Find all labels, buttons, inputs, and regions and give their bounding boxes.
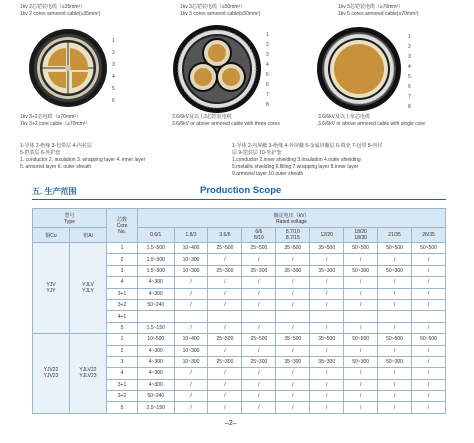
range-cell: 35~500 <box>276 243 310 254</box>
core-cell: 1 <box>107 334 138 345</box>
range-cell: / <box>412 356 446 367</box>
callout-right-3: 3 <box>408 54 411 60</box>
range-cell: / <box>174 299 208 310</box>
range-cell <box>310 311 344 322</box>
range-cell: 25~300 <box>208 356 242 367</box>
range-cell: / <box>412 277 446 288</box>
callout-left-4: 4 <box>112 74 115 80</box>
range-cell: 35~300 <box>310 265 344 276</box>
type-cu-2: YJY <box>46 288 56 295</box>
range-cell <box>174 311 208 322</box>
header-voltage-en: Rated voltage <box>276 218 307 225</box>
callout-right-8: 8 <box>408 104 411 110</box>
range-cell: / <box>174 288 208 299</box>
core-cell: 2 <box>107 345 138 356</box>
range-cell: / <box>412 402 446 413</box>
callout-right-5: 5 <box>408 74 411 80</box>
range-cell: / <box>310 379 344 390</box>
range-cell: 4~300 <box>138 277 175 288</box>
cable-mid-caption-cn: 3.6/6kV及以上3芯铠装电缆 <box>172 114 232 120</box>
legend-left-line3: 1. conductor 2. insulation 3. wrapping layer 4. inner layer <box>20 157 146 163</box>
range-cell: / <box>242 368 276 379</box>
legend-left-line2: 5-铠装层 6-外护套 <box>20 150 61 156</box>
range-cell: / <box>208 277 242 288</box>
range-cell: / <box>276 402 310 413</box>
legend-right-line1: 1-导体 2-内屏蔽 3-绝缘 4-外屏蔽 5-金属屏蔽层 6-填充 7-包带 8-内衬 <box>232 143 383 149</box>
section-divider <box>32 199 446 200</box>
range-cell: / <box>344 322 378 333</box>
cable-right-title-cn: 1kv 5芯铠装电缆（≥70mm²） <box>338 4 404 10</box>
range-cell: / <box>208 345 242 356</box>
range-cell: / <box>344 254 378 265</box>
range-cell: 4~300 <box>138 379 175 390</box>
type-al-cell <box>70 334 107 414</box>
legend-right-line2: 层 9-铠装层 10-外护套 <box>232 150 282 156</box>
range-cell <box>208 311 242 322</box>
range-cell <box>138 311 175 322</box>
range-cell: / <box>208 391 242 402</box>
range-cell: / <box>242 345 276 356</box>
callout-right-4: 4 <box>408 64 411 70</box>
range-cell: 35~500 <box>310 243 344 254</box>
range-cell: 50~300 <box>344 265 378 276</box>
range-cell: / <box>344 288 378 299</box>
range-cell: / <box>412 288 446 299</box>
legend-right-line5: 9.armored layer 10.outer sheath <box>232 171 304 177</box>
range-cell: / <box>276 254 310 265</box>
header-voltage-col: 26/35 <box>412 228 446 243</box>
range-cell: 50~300 <box>378 265 412 276</box>
range-cell: / <box>276 322 310 333</box>
range-cell: 1.5~300 <box>138 254 175 265</box>
range-cell: 10~400 <box>174 334 208 345</box>
range-cell: / <box>242 322 276 333</box>
range-cell: 50~300 <box>378 356 412 367</box>
range-cell: / <box>378 322 412 333</box>
range-cell: / <box>208 402 242 413</box>
range-cell: / <box>378 254 412 265</box>
range-cell: / <box>208 379 242 390</box>
type-cu-2: YJV23 <box>43 373 59 380</box>
range-cell: / <box>344 379 378 390</box>
header-cu: 铜Cu <box>33 228 70 243</box>
legend-right-line4: 5.metallic shielding 6.filling 7.wrapping layer 8.inner layer <box>232 164 359 170</box>
callout-mid-7: 7 <box>266 92 269 98</box>
header-voltage-col: 0.6/1 <box>138 228 175 243</box>
range-cell: 10~300 <box>174 356 208 367</box>
production-scope-table <box>32 208 446 414</box>
range-cell: 50~300 <box>344 356 378 367</box>
core-cell: 3 <box>107 356 138 367</box>
range-cell: / <box>208 368 242 379</box>
cable-cross-section-left <box>28 28 108 108</box>
range-cell: 10~400 <box>174 243 208 254</box>
callout-mid-5: 5 <box>266 72 269 78</box>
cable-left-caption-cn: 1kv 3+2芯电缆（≥70mm²） <box>20 114 81 120</box>
cable-left-title-en: 1kv 2 cores armored cable(≥35mm²) <box>20 11 101 17</box>
range-cell: 10~300 <box>174 345 208 356</box>
callout-mid-3: 3 <box>266 52 269 58</box>
range-cell <box>276 311 310 322</box>
range-cell: / <box>344 368 378 379</box>
range-cell: / <box>310 391 344 402</box>
range-cell: / <box>344 345 378 356</box>
header-type-cn: 型号 <box>64 212 75 219</box>
range-cell: 10~300 <box>174 265 208 276</box>
range-cell: / <box>208 254 242 265</box>
range-cell: / <box>174 402 208 413</box>
range-cell: / <box>378 368 412 379</box>
core-cell: 3+2 <box>107 391 138 402</box>
range-cell: / <box>242 299 276 310</box>
range-cell: 25~500 <box>242 243 276 254</box>
cable-mid-caption-en: 3.6/6kV or above armored cable with three cores <box>172 121 280 127</box>
type-al-1: YJLV <box>82 282 94 289</box>
cable-cross-section-right <box>316 26 402 112</box>
range-cell: / <box>276 379 310 390</box>
range-cell: / <box>412 254 446 265</box>
range-cell: / <box>276 391 310 402</box>
range-cell: / <box>276 288 310 299</box>
range-cell: 10~500 <box>138 334 175 345</box>
range-cell: / <box>208 288 242 299</box>
type-al-2: YJLY <box>82 288 94 295</box>
core-cell: 4 <box>107 368 138 379</box>
cable-mid-title-cn: 1kv 3芯铠装电缆（≥50mm²） <box>180 4 246 10</box>
range-cell: 50~500 <box>378 334 412 345</box>
callout-left-6: 6 <box>112 98 115 104</box>
range-cell: / <box>412 391 446 402</box>
range-cell: 4~300 <box>138 288 175 299</box>
legend-right-line3: 1.conductor 2.inner shielding 3.insulation 4.outer shielding <box>232 157 361 163</box>
range-cell: / <box>310 277 344 288</box>
range-cell: 50~500 <box>378 243 412 254</box>
header-voltage-col: 8.7/10 8.7/15 <box>276 228 310 243</box>
range-cell: / <box>378 379 412 390</box>
header-voltage-col: 1.8/3 <box>174 228 208 243</box>
range-cell: / <box>412 322 446 333</box>
range-cell: 1.5~500 <box>138 243 175 254</box>
range-cell: / <box>344 277 378 288</box>
core-cell: 3+1 <box>107 288 138 299</box>
legend-left-line4: 5. armored layer 6. outer sheath <box>20 164 92 170</box>
range-cell: 50~500 <box>344 243 378 254</box>
header-type-en: Type <box>64 218 75 225</box>
range-cell: / <box>344 402 378 413</box>
section-title-cn: 五. 生产范围 <box>32 187 77 196</box>
range-cell: 25~500 <box>242 334 276 345</box>
type-al-2: YJLV23 <box>79 373 97 380</box>
type-cu-1: YJV22 <box>43 367 59 374</box>
page-number: –2– <box>225 420 237 427</box>
range-cell <box>344 311 378 322</box>
range-cell: 25~500 <box>208 243 242 254</box>
header-voltage-col: 6/6 6/10 <box>242 228 276 243</box>
range-cell: / <box>378 299 412 310</box>
range-cell: / <box>174 391 208 402</box>
range-cell: 10~300 <box>174 254 208 265</box>
table-row <box>33 243 446 254</box>
header-voltage-col: 3.6/6 <box>208 228 242 243</box>
cable-left-caption-en: 1kv 3+2 core cable（≥70mm²） <box>20 121 91 127</box>
range-cell: / <box>310 368 344 379</box>
cable-right-caption-en: 3.6/6kV or above armored cable with single core <box>318 121 426 127</box>
callout-mid-8: 8 <box>266 102 269 108</box>
header-core <box>107 209 138 243</box>
range-cell: 2.5~150 <box>138 402 175 413</box>
range-cell: 1.5~150 <box>138 322 175 333</box>
range-cell: 50~240 <box>138 299 175 310</box>
core-cell: 5 <box>107 322 138 333</box>
core-cell: 3+2 <box>107 299 138 310</box>
type-al-cell <box>70 243 107 334</box>
callout-mid-6: 6 <box>266 82 269 88</box>
range-cell: / <box>310 322 344 333</box>
table-row <box>33 334 446 345</box>
header-voltage-col: 18/20 18/30 <box>344 228 378 243</box>
callout-mid-2: 2 <box>266 42 269 48</box>
range-cell: / <box>174 368 208 379</box>
callout-left-3: 3 <box>112 62 115 68</box>
header-core-no: No. <box>118 229 126 235</box>
header-voltage-cn: 额定电压（kV） <box>273 212 310 219</box>
range-cell: / <box>242 277 276 288</box>
range-cell: / <box>174 277 208 288</box>
range-cell: / <box>412 368 446 379</box>
range-cell: 35~300 <box>276 356 310 367</box>
range-cell: / <box>242 254 276 265</box>
range-cell: 25~300 <box>242 356 276 367</box>
callout-right-2: 2 <box>408 44 411 50</box>
range-cell: / <box>208 322 242 333</box>
range-cell: 50~500 <box>412 334 446 345</box>
callout-mid-1: 1 <box>266 32 269 38</box>
callout-left-1: 1 <box>112 38 115 44</box>
range-cell: 50~500 <box>412 243 446 254</box>
range-cell: / <box>378 402 412 413</box>
header-al: 铝Al <box>70 228 107 243</box>
range-cell: / <box>412 299 446 310</box>
range-cell: 4~300 <box>138 368 175 379</box>
range-cell: / <box>344 391 378 402</box>
core-cell: 4+1 <box>107 311 138 322</box>
header-voltage <box>138 209 446 228</box>
core-cell: 5 <box>107 402 138 413</box>
section-title-en: Production Scope <box>200 185 282 196</box>
range-cell: / <box>242 288 276 299</box>
range-cell: / <box>412 345 446 356</box>
callout-right-7: 7 <box>408 94 411 100</box>
type-cu-cell <box>33 243 70 334</box>
range-cell: / <box>276 277 310 288</box>
range-cell: 25~300 <box>208 265 242 276</box>
range-cell: 4~300 <box>138 345 175 356</box>
type-cu-1: YJV <box>46 282 56 289</box>
legend-left-line1: 1-导体 2-绝缘 3-包带层 4-内衬层 <box>20 143 92 149</box>
range-cell: 25~500 <box>208 334 242 345</box>
range-cell: 35~500 <box>276 334 310 345</box>
range-cell: / <box>378 277 412 288</box>
range-cell: / <box>412 379 446 390</box>
range-cell: / <box>378 391 412 402</box>
range-cell: / <box>378 288 412 299</box>
header-core-cn: 芯数 <box>116 217 127 223</box>
callout-right-6: 6 <box>408 84 411 90</box>
cable-right-caption-cn: 3.6/6kV及以上单芯电缆 <box>318 114 370 120</box>
range-cell <box>378 311 412 322</box>
range-cell: / <box>276 299 310 310</box>
header-type <box>33 209 107 228</box>
header-voltage-col: 12/20 <box>310 228 344 243</box>
type-al-1: YJLV22 <box>79 367 97 374</box>
range-cell: / <box>276 368 310 379</box>
range-cell: / <box>242 391 276 402</box>
callout-left-2: 2 <box>112 50 115 56</box>
range-cell: / <box>242 379 276 390</box>
range-cell: 35~300 <box>310 356 344 367</box>
range-cell: 1.5~300 <box>138 265 175 276</box>
core-cell: 1 <box>107 243 138 254</box>
callout-left-5: 5 <box>112 86 115 92</box>
range-cell: / <box>412 265 446 276</box>
core-cell: 3 <box>107 265 138 276</box>
cable-right-title-en: 1kv 5 cores armored cable(≥70mm²) <box>338 11 419 17</box>
cable-left-title-cn: 1kv 2芯铠装电缆（≥35mm²） <box>20 4 86 10</box>
range-cell: 50~240 <box>138 391 175 402</box>
range-cell: / <box>310 345 344 356</box>
range-cell: / <box>208 299 242 310</box>
core-cell: 3+1 <box>107 379 138 390</box>
range-cell: 35~500 <box>310 334 344 345</box>
range-cell: 35~300 <box>276 265 310 276</box>
range-cell <box>412 311 446 322</box>
header-voltage-col: 21/35 <box>378 228 412 243</box>
range-cell: / <box>310 288 344 299</box>
range-cell: / <box>310 402 344 413</box>
core-cell: 4 <box>107 277 138 288</box>
callout-mid-4: 4 <box>266 62 269 68</box>
header-core-en: Core <box>116 223 128 229</box>
range-cell: / <box>174 379 208 390</box>
range-cell: 25~300 <box>242 265 276 276</box>
range-cell: / <box>310 254 344 265</box>
range-cell: 4~300 <box>138 356 175 367</box>
range-cell: / <box>174 322 208 333</box>
range-cell: / <box>276 345 310 356</box>
range-cell: 50~500 <box>344 334 378 345</box>
core-cell: 2 <box>107 254 138 265</box>
range-cell: / <box>242 402 276 413</box>
type-cu-cell <box>33 334 70 414</box>
range-cell: / <box>344 299 378 310</box>
cable-cross-section-middle <box>172 24 262 114</box>
range-cell: / <box>310 299 344 310</box>
callout-right-1: 1 <box>408 34 411 40</box>
range-cell: / <box>378 345 412 356</box>
range-cell <box>242 311 276 322</box>
cable-mid-title-en: 1kv 3 cores armored cable(≥50mm²) <box>180 11 261 17</box>
